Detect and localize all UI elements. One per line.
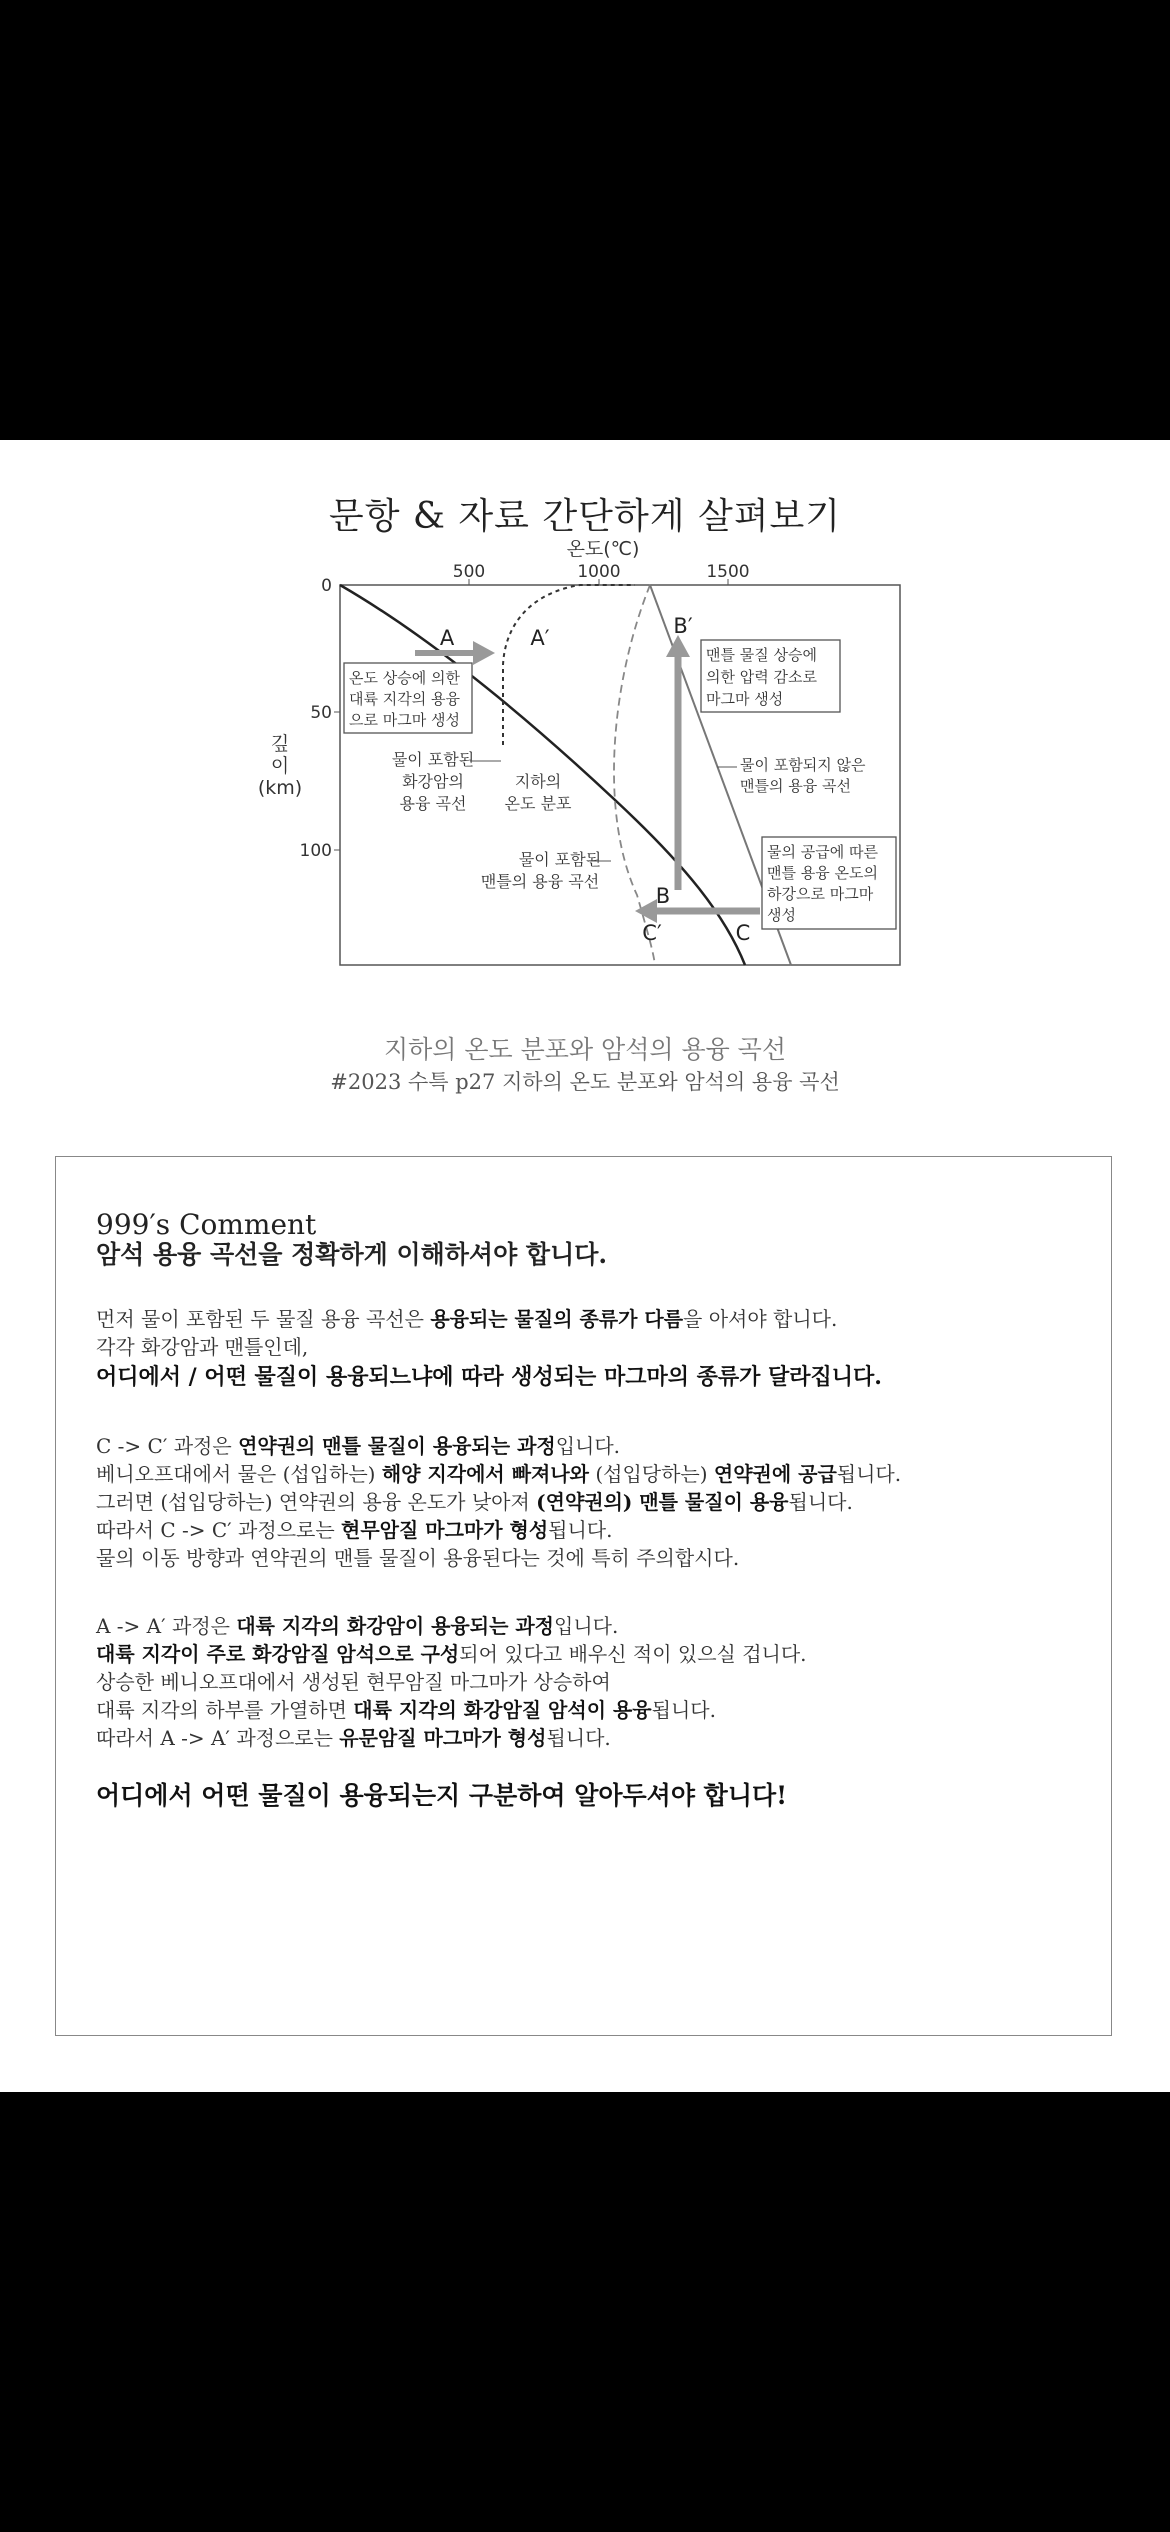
comment-paragraph-3 [96, 1612, 807, 1752]
depth-axis-label-2: 이 [270, 755, 290, 777]
text-line: 대륙 지각의 하부를 가열하면 대륙 지각의 화강암질 암석이 용융됩니다. [96, 1698, 716, 1722]
point-a-prime: A′ [530, 626, 550, 650]
text-line: 어디에서 / 어떤 물질이 용융되느냐에 따라 생성되는 마그마의 종류가 달라집니다. [96, 1364, 882, 1390]
text-line: 먼저 물이 포함된 두 물질 용융 곡선은 용융되는 물질의 종류가 다름을 아셔야 합니다. [96, 1307, 838, 1331]
depth-tick-50: 50 [310, 703, 332, 723]
label-crust-melt-1: 온도 상승에 의한 [349, 669, 460, 687]
depth-tick-0: 0 [321, 576, 332, 596]
label-wet-mantle-2: 맨틀의 용융 곡선 [480, 872, 600, 891]
label-wet-granite-3: 용융 곡선 [399, 794, 467, 813]
text-line: 그러면 (섭입당하는) 연약권의 용융 온도가 낮아져 (연약권의) 맨틀 물질이 용융됩니다. [96, 1490, 853, 1514]
depth-axis-label-3: (km) [257, 777, 303, 799]
label-dry-mantle-1: 물이 포함되지 않은 [740, 756, 866, 774]
comment-paragraph-2 [96, 1432, 901, 1572]
label-geotherm-2: 온도 분포 [504, 794, 572, 813]
depth-axis-label-1: 깊 [270, 733, 290, 755]
text-line: 따라서 A -> A′ 과정으로는 유문암질 마그마가 형성됩니다. [96, 1726, 611, 1750]
label-decompression-1: 맨틀 물질 상승에 [706, 646, 817, 664]
label-wet-mantle-1: 물이 포함된 [518, 850, 602, 869]
comment-subheading: 암석 용융 곡선을 정확하게 이해하셔야 합니다. [96, 1240, 608, 1269]
comment-heading: 999′s Comment [96, 1208, 317, 1241]
label-decompression-3: 마그마 생성 [706, 690, 784, 708]
point-b: B [655, 884, 671, 908]
comment-paragraph-1 [96, 1305, 882, 1393]
comment-conclusion: 어디에서 어떤 물질이 용융되는지 구분하여 알아두셔야 합니다! [96, 1781, 788, 1810]
label-geotherm-1: 지하의 [514, 772, 562, 791]
comment-box [55, 1156, 1112, 2036]
temp-tick-1500: 1500 [706, 562, 750, 582]
label-water-supply-2: 맨틀 용융 온도의 [767, 864, 878, 882]
text-line: 물의 이동 방향과 연약권의 맨틀 물질이 용융된다는 것에 특히 주의합시다. [96, 1546, 740, 1570]
text-line: 상승한 베니오프대에서 생성된 현무암질 마그마가 상승하여 [96, 1670, 611, 1694]
temp-tick-1000: 1000 [577, 562, 621, 582]
temp-tick-500: 500 [452, 562, 486, 582]
depth-tick-100: 100 [299, 841, 332, 861]
text-line: 각각 화강암과 맨틀인데, [96, 1335, 309, 1359]
label-crust-melt-2: 대륙 지각의 용융 [349, 690, 460, 708]
label-decompression-2: 의한 압력 감소로 [706, 668, 817, 686]
label-water-supply-4: 생성 [767, 906, 796, 924]
page-title: 문항 & 자료 간단하게 살펴보기 [328, 496, 842, 537]
text-line: 베니오프대에서 물은 (섭입하는) 해양 지각에서 빠져나와 (섭입당하는) 연약권에 공급됩니다. [96, 1462, 902, 1486]
temp-axis-label: 온도(℃) [566, 538, 640, 560]
text-line: C -> C′ 과정은 연약권의 맨틀 물질이 용융되는 과정입니다. [96, 1434, 621, 1458]
figure-caption: 지하의 온도 분포와 암석의 용융 곡선 [384, 1035, 786, 1064]
point-c: C [735, 921, 751, 945]
text-line: 따라서 C -> C′ 과정으로는 현무암질 마그마가 형성됩니다. [96, 1518, 613, 1542]
text-line: 대륙 지각이 주로 화강암질 암석으로 구성되어 있다고 배우신 적이 있으실 겁니다. [96, 1642, 807, 1666]
label-wet-granite-2: 화강암의 [402, 772, 464, 791]
point-a: A [439, 626, 455, 650]
point-c-prime: C′ [642, 921, 662, 945]
label-wet-granite-1: 물이 포함된 [391, 750, 475, 769]
label-water-supply-3: 하강으로 마그마 [767, 885, 874, 903]
arrow-a-head [473, 641, 495, 665]
figure-source: #2023 수특 p27 지하의 온도 분포와 암석의 용융 곡선 [330, 1070, 840, 1094]
point-b-prime: B′ [673, 614, 693, 638]
wet-granite-curve [503, 585, 635, 745]
document-page [0, 440, 1170, 2092]
label-water-supply-1: 물의 공급에 따른 [767, 843, 878, 861]
label-crust-melt-3: 으로 마그마 생성 [349, 711, 460, 729]
text-line: A -> A′ 과정은 대륙 지각의 화강암이 용융되는 과정입니다. [96, 1614, 619, 1638]
label-dry-mantle-2: 맨틀의 용융 곡선 [740, 777, 851, 795]
